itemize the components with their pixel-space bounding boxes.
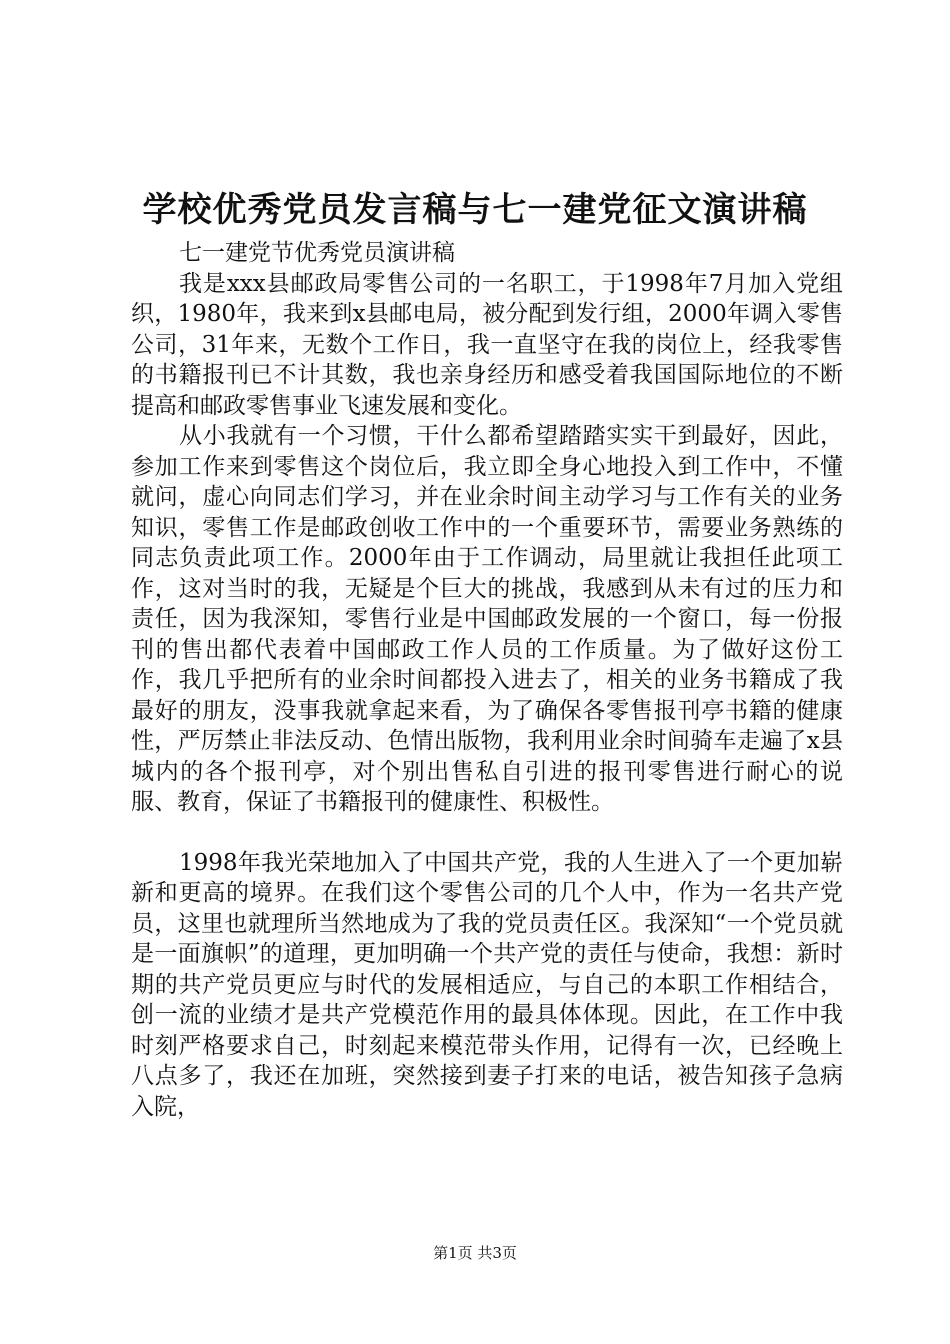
document-subtitle: 七一建党节优秀党员演讲稿 — [179, 240, 455, 266]
document-body — [131, 238, 843, 1122]
paragraph-2: 从小我就有一个习惯，干什么都希望踏踏实实干到最好，因此，参加工作来到零售这个岗位后，我立即全身心地投入到工作中，不懂就问，虚心向同志们学习，并在业余时间主动学习与工作有关的业务知识，零售工作是邮政创收工作中的一个重要环节，需要业务熟练的同志负责此项工作。2000年由于工作调动，局里就让我担任此项工作，这对当时的我，无疑是个巨大的挑战，我感到从未有过的压力和责任，因为我深知，零售行业是中国邮政发展的一个窗口，每一份报刊的售出都代表着中国邮政工作人员的工作质量。为了做好这份工作，我几乎把所有的业余时间都投入进去了，相关的业务书籍成了我最好的朋友，没事我就拿起来看，为了确保各零售报刊亭书籍的健康性，严厉禁止非法反动、色情出版物，我利用业余时间骑车走遍了x县城内的各个报刊亭，对个别出售私自引进的报刊零售进行耐心的说服、教育，保证了书籍报刊的健康性、积极性。 — [131, 423, 843, 815]
document-title: 学校优秀党员发言稿与七一建党征文演讲稿 — [142, 190, 808, 230]
paragraph-3: 1998年我光荣地加入了中国共产党，我的人生进入了一个更加崭新和更高的境界。在我们这个零售公司的几个人中，作为一名共产党员，这里也就理所当然地成为了我的党员责任区。我深知“一个党员就是一面旗帜”的道理，更加明确一个共产党的责任与使命，我想：新时期的共产党员更应与时代的发展相适应，与自己的本职工作相结合，创一流的业绩才是共产党模范作用的最具体体现。因此，在工作中我时刻严格要求自己，时刻起来模范带头作用，记得有一次，已经晚上八点多了，我还在加班，突然接到妻子打来的电话，被告知孩子急病入院， — [131, 849, 843, 1120]
page-number-footer: 第1页 共3页 — [433, 1244, 517, 1262]
paragraph-gap — [131, 818, 843, 848]
paragraph-1: 我是xxx县邮政局零售公司的一名职工，于1998年7月加入党组织，1980年，我来到x县邮电局，被分配到发行组，2000年调入零售公司，31年来，无数个工作日，我一直坚守在我的岗位上，经我零售的书籍报刊已不计其数，我也亲身经历和感受着我国国际地位的不断提高和邮政零售事业飞速发展和变化。 — [131, 270, 843, 419]
